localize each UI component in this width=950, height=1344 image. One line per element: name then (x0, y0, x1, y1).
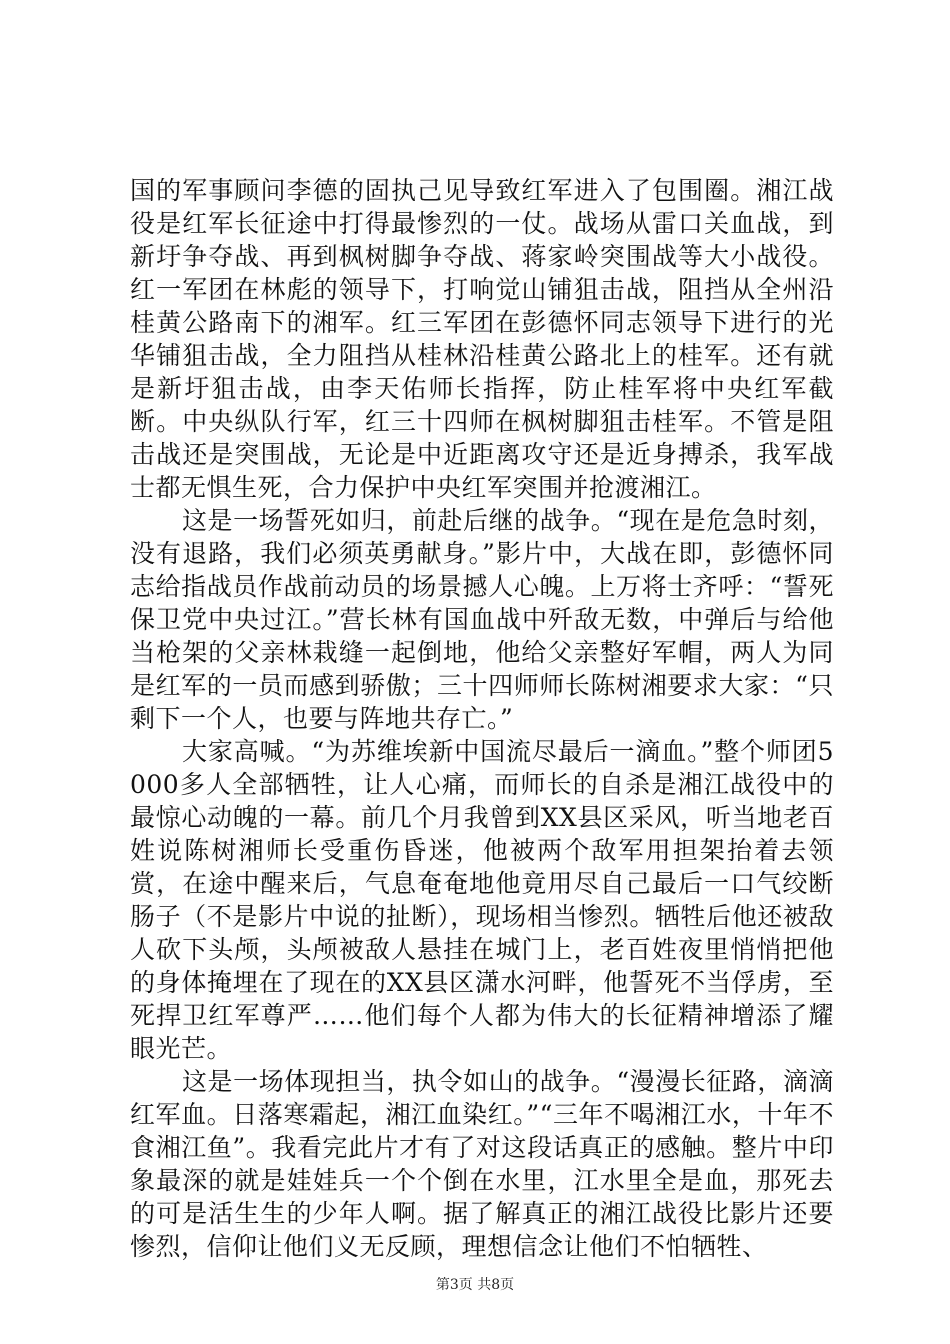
page-footer: 第3页 共8页 (435, 1277, 515, 1293)
paragraph-2: 这是一场誓死如归，前赴后继的战争。“现在是危急时刻，没有退路，我们必须英勇献身。”影片中，大战在即，彭德怀同志给指战员作战前动员的场景撼人心魄。上万将士齐呼：“誓死保卫党中央过江。”营长林有国血战中歼敌无数，中弹后与给他当枪架的父亲林栽缝一起倒地，他给父亲整好军帽，两人为同是红军的一员而感到骄傲；三十四师师长陈树湘要求大家：“只剩下一个人，也要与阵地共存亡。” (130, 506, 834, 733)
document-body (130, 174, 834, 1263)
paragraph-3: 大家高喊。“为苏维埃新中国流尽最后一滴血。”整个师团5000多人全部牺牲，让人心痛，而师长的自杀是湘江战役中的最惊心动魄的一幕。前几个月我曾到XX县区采风，听当地老百姓说陈树湘师长受重伤昏迷，他被两个敌军用担架抬着去领赏，在途中醒来后，气息奄奄地他竟用尽自己最后一口气绞断肠子（不是影片中说的扯断），现场相当惨烈。牺牲后他还被敌人砍下头颅，头颅被敌人悬挂在城门上，老百姓夜里悄悄把他的身体掩埋在了现在的XX县区潇水河畔，他誓死不当俘虏，至死捍卫红军尊严……他们每个人都为伟大的长征精神增添了耀眼光芒。 (130, 737, 834, 1063)
paragraph-4: 这是一场体现担当，执令如山的战争。“漫漫长征路，滴滴红军血。日落寒霜起，湘江血染红。”“三年不喝湘江水，十年不食湘江鱼”。我看完此片才有了对这段话真正的感触。整片中印象最深的就是娃娃兵一个个倒在水里，江水里全是血，那死去的可是活生生的少年人啊。据了解真正的湘江战役比影片还要惨烈，信仰让他们义无反顾，理想信念让他们不怕牺牲、 (130, 1067, 834, 1261)
paragraph-1: 国的军事顾问李德的固执己见导致红军进入了包围圈。湘江战役是红军长征途中打得最惨烈的一仗。战场从雷口关血战，到新圩争夺战、再到枫树脚争夺战、蒋家岭突围战等大小战役。红一军团在林彪的领导下，打响觉山铺狙击战，阻挡从全州沿桂黄公路南下的湘军。红三军团在彭德怀同志领导下进行的光华铺狙击战，全力阻挡从桂林沿桂黄公路北上的桂军。还有就是新圩狙击战，由李天佑师长指挥，防止桂军将中央红军截断。中央纵队行军，红三十四师在枫树脚狙击桂军。不管是阻击战还是突围战，无论是中近距离攻守还是近身搏杀，我军战士都无惧生死，合力保护中央红军突围并抢渡湘江。 (130, 176, 834, 502)
